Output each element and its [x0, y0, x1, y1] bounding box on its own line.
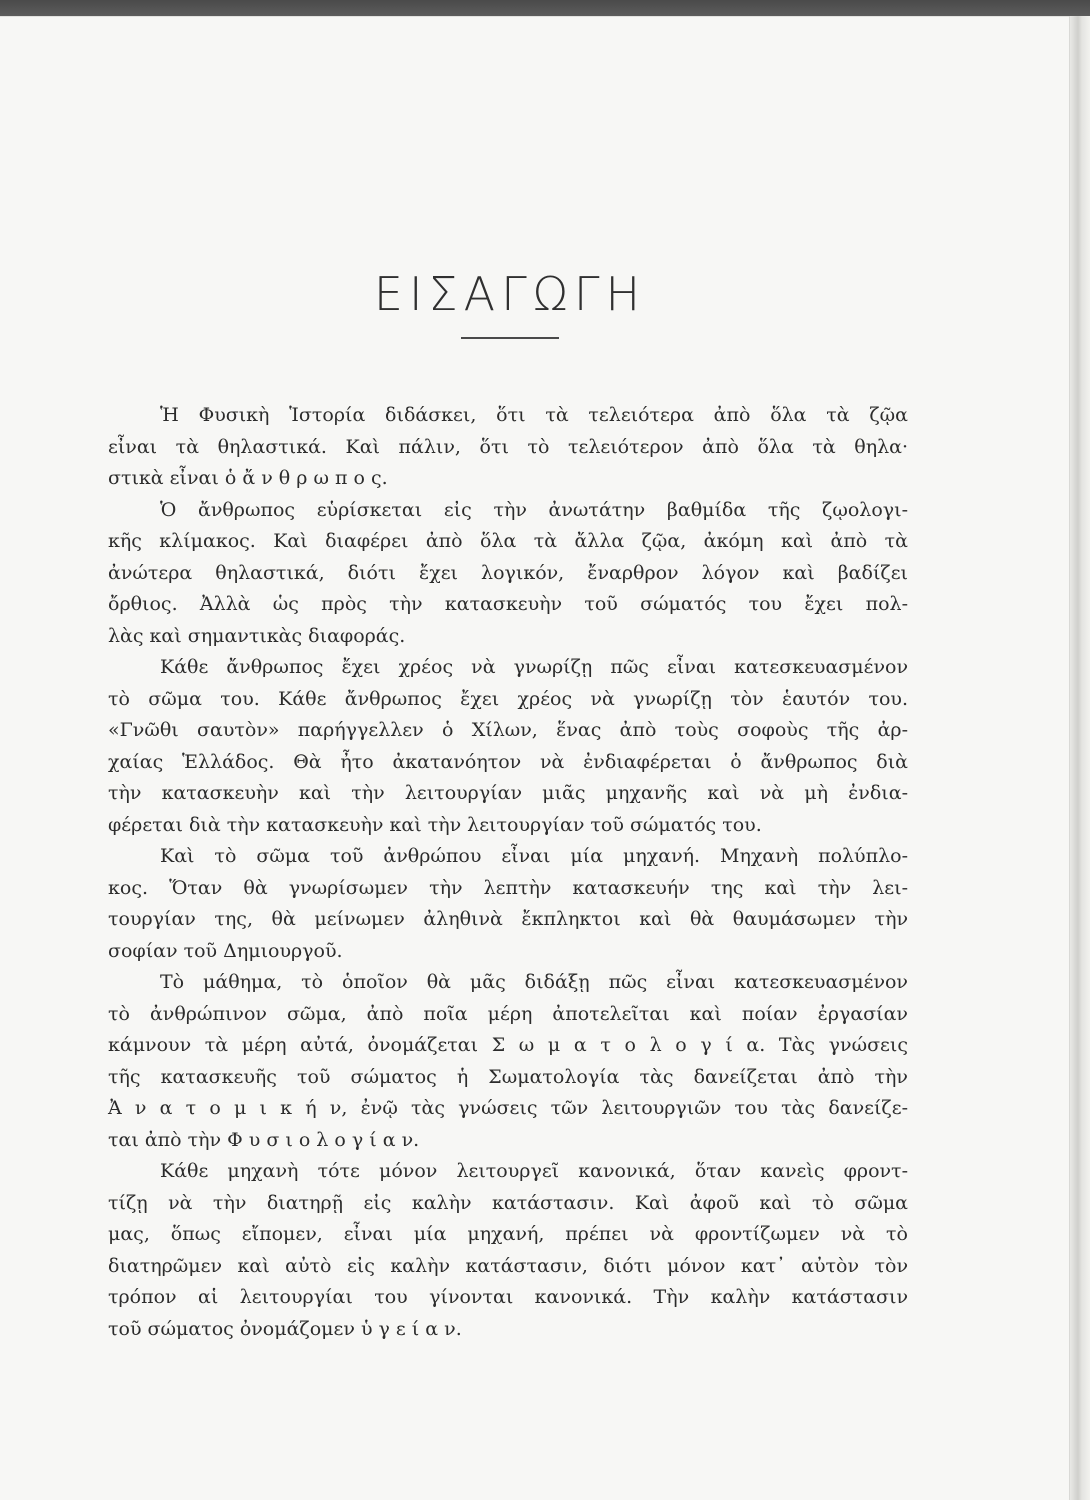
- scan-top-edge: [0, 0, 1090, 16]
- text-line: Τὸ μάθημα, τὸ ὁποῖον θὰ μᾶς διδάξῃ πῶς εἶναι κατεσκευασμένον: [160, 971, 908, 993]
- text-line: τίζῃ νὰ τὴν διατηρῇ εἰς καλὴν κατάστασιν. Καὶ ἀφοῦ καὶ τὸ σῶμα: [108, 1191, 908, 1214]
- text-line: μας, ὅπως εἴπομεν, εἶναι μία μηχανή, πρέπει νὰ φροντίζωμεν νὰ τὸ: [108, 1223, 908, 1245]
- text-line: εἶναι τὰ θηλαστικά. Καὶ πάλιν, ὅτι τὸ τελειότερον ἀπὸ ὅλα τὰ θηλα·: [108, 435, 908, 458]
- body-text: [108, 400, 908, 1345]
- text-line: τῆς κατασκευῆς τοῦ σώματος ἡ Σωματολογία τὰς δανείζεται ἀπὸ τὴν: [108, 1065, 908, 1088]
- text-line: τὴν κατασκευὴν καὶ τὴν λειτουργίαν μιᾶς μηχανῆς καὶ νὰ μὴ ἐνδια-: [108, 782, 908, 804]
- text-line: ὄρθιος. Ἀλλὰ ὡς πρὸς τὴν κατασκευὴν τοῦ σώματός του ἔχει πολ-: [108, 593, 908, 615]
- book-page: [0, 16, 1070, 1500]
- text-line: στικὰ εἶναι ὁ ἄ ν θ ρ ω π ο ς.: [108, 467, 388, 489]
- text-line: κάμνουν τὰ μέρη αὐτά, ὀνομάζεται Σ ω μ α τ ο λ ο γ ί α. Τὰς γνώσεις: [108, 1034, 908, 1056]
- text-line: τουργίαν της, θὰ μείνωμεν ἀληθινὰ ἔκπληκτοι καὶ θὰ θαυμάσωμεν τὴν: [108, 908, 908, 930]
- text-line: Κάθε μηχανὴ τότε μόνον λειτουργεῖ κανονικά, ὅταν κανεὶς φροντ-: [160, 1160, 908, 1182]
- text-line: χαίας Ἑλλάδος. Θὰ ἦτο ἀκατανόητον νὰ ἐνδιαφέρεται ὁ ἄνθρωπος διὰ: [108, 750, 908, 773]
- text-line: Καὶ τὸ σῶμα τοῦ ἀνθρώπου εἶναι μία μηχανή. Μηχανὴ πολύπλο-: [160, 845, 908, 867]
- text-line: διατηρῶμεν καὶ αὐτὸ εἰς καλὴν κατάστασιν, διότι μόνον κατ᾿ αὐτὸν τὸν: [108, 1254, 908, 1277]
- text-line: τρόπον αἱ λειτουργίαι του γίνονται κανονικά. Τὴν καλὴν κατάστασιν: [108, 1286, 908, 1308]
- text-line: «Γνῶθι σαυτὸν» παρήγγελλεν ὁ Χίλων, ἕνας ἀπὸ τοὺς σοφοὺς τῆς ἀρ-: [108, 719, 908, 741]
- text-line: φέρεται διὰ τὴν κατασκευὴν καὶ τὴν λειτουργίαν τοῦ σώματός του.: [108, 813, 762, 836]
- text-line: ται ἀπὸ τὴν Φ υ σ ι ο λ ο γ ί α ν.: [108, 1128, 420, 1151]
- text-line: τοῦ σώματος ὀνομάζομεν ὑ γ ε ί α ν.: [108, 1317, 462, 1340]
- text-line: κῆς κλίμακος. Καὶ διαφέρει ἀπὸ ὅλα τὰ ἄλλα ζῷα, ἀκόμη καὶ ἀπὸ τὰ: [108, 530, 908, 552]
- text-line: ἀνώτερα θηλαστικά, διότι ἔχει λογικόν, ἔναρθρον λόγον καὶ βαδίζει: [108, 561, 908, 584]
- text-line: κος. Ὅταν θὰ γνωρίσωμεν τὴν λεπτὴν κατασκευήν της καὶ τὴν λει-: [108, 876, 908, 899]
- text-line: Ἡ Φυσικὴ Ἱστορία διδάσκει, ὅτι τὰ τελειότερα ἀπὸ ὅλα τὰ ζῷα: [160, 404, 908, 426]
- title-divider: [461, 337, 559, 339]
- scan-right-edge: [1070, 16, 1090, 1500]
- text-line: Ὁ ἄνθρωπος εὑρίσκεται εἰς τὴν ἀνωτάτην βαθμίδα τῆς ζῳολογι-: [160, 498, 908, 521]
- text-line: σοφίαν τοῦ Δημιουργοῦ.: [108, 939, 343, 962]
- text-line: Κάθε ἄνθρωπος ἔχει χρέος νὰ γνωρίζῃ πῶς εἶναι κατεσκευασμένον: [160, 656, 908, 678]
- text-line: Ἀ ν α τ ο μ ι κ ή ν, ἐνῷ τὰς γνώσεις τῶν λειτουργιῶν του τὰς δανείζε-: [108, 1097, 908, 1119]
- text-line: τὸ ἀνθρώπινον σῶμα, ἀπὸ ποῖα μέρη ἀποτελεῖται καὶ ποίαν ἐργασίαν: [108, 1002, 908, 1025]
- chapter-title: ΕΙΣΑΓΩΓΗ: [373, 267, 647, 321]
- text-line: τὸ σῶμα του. Κάθε ἄνθρωπος ἔχει χρέος νὰ γνωρίζῃ τὸν ἑαυτόν του.: [108, 687, 908, 710]
- text-line: λὰς καὶ σημαντικὰς διαφοράς.: [108, 624, 406, 647]
